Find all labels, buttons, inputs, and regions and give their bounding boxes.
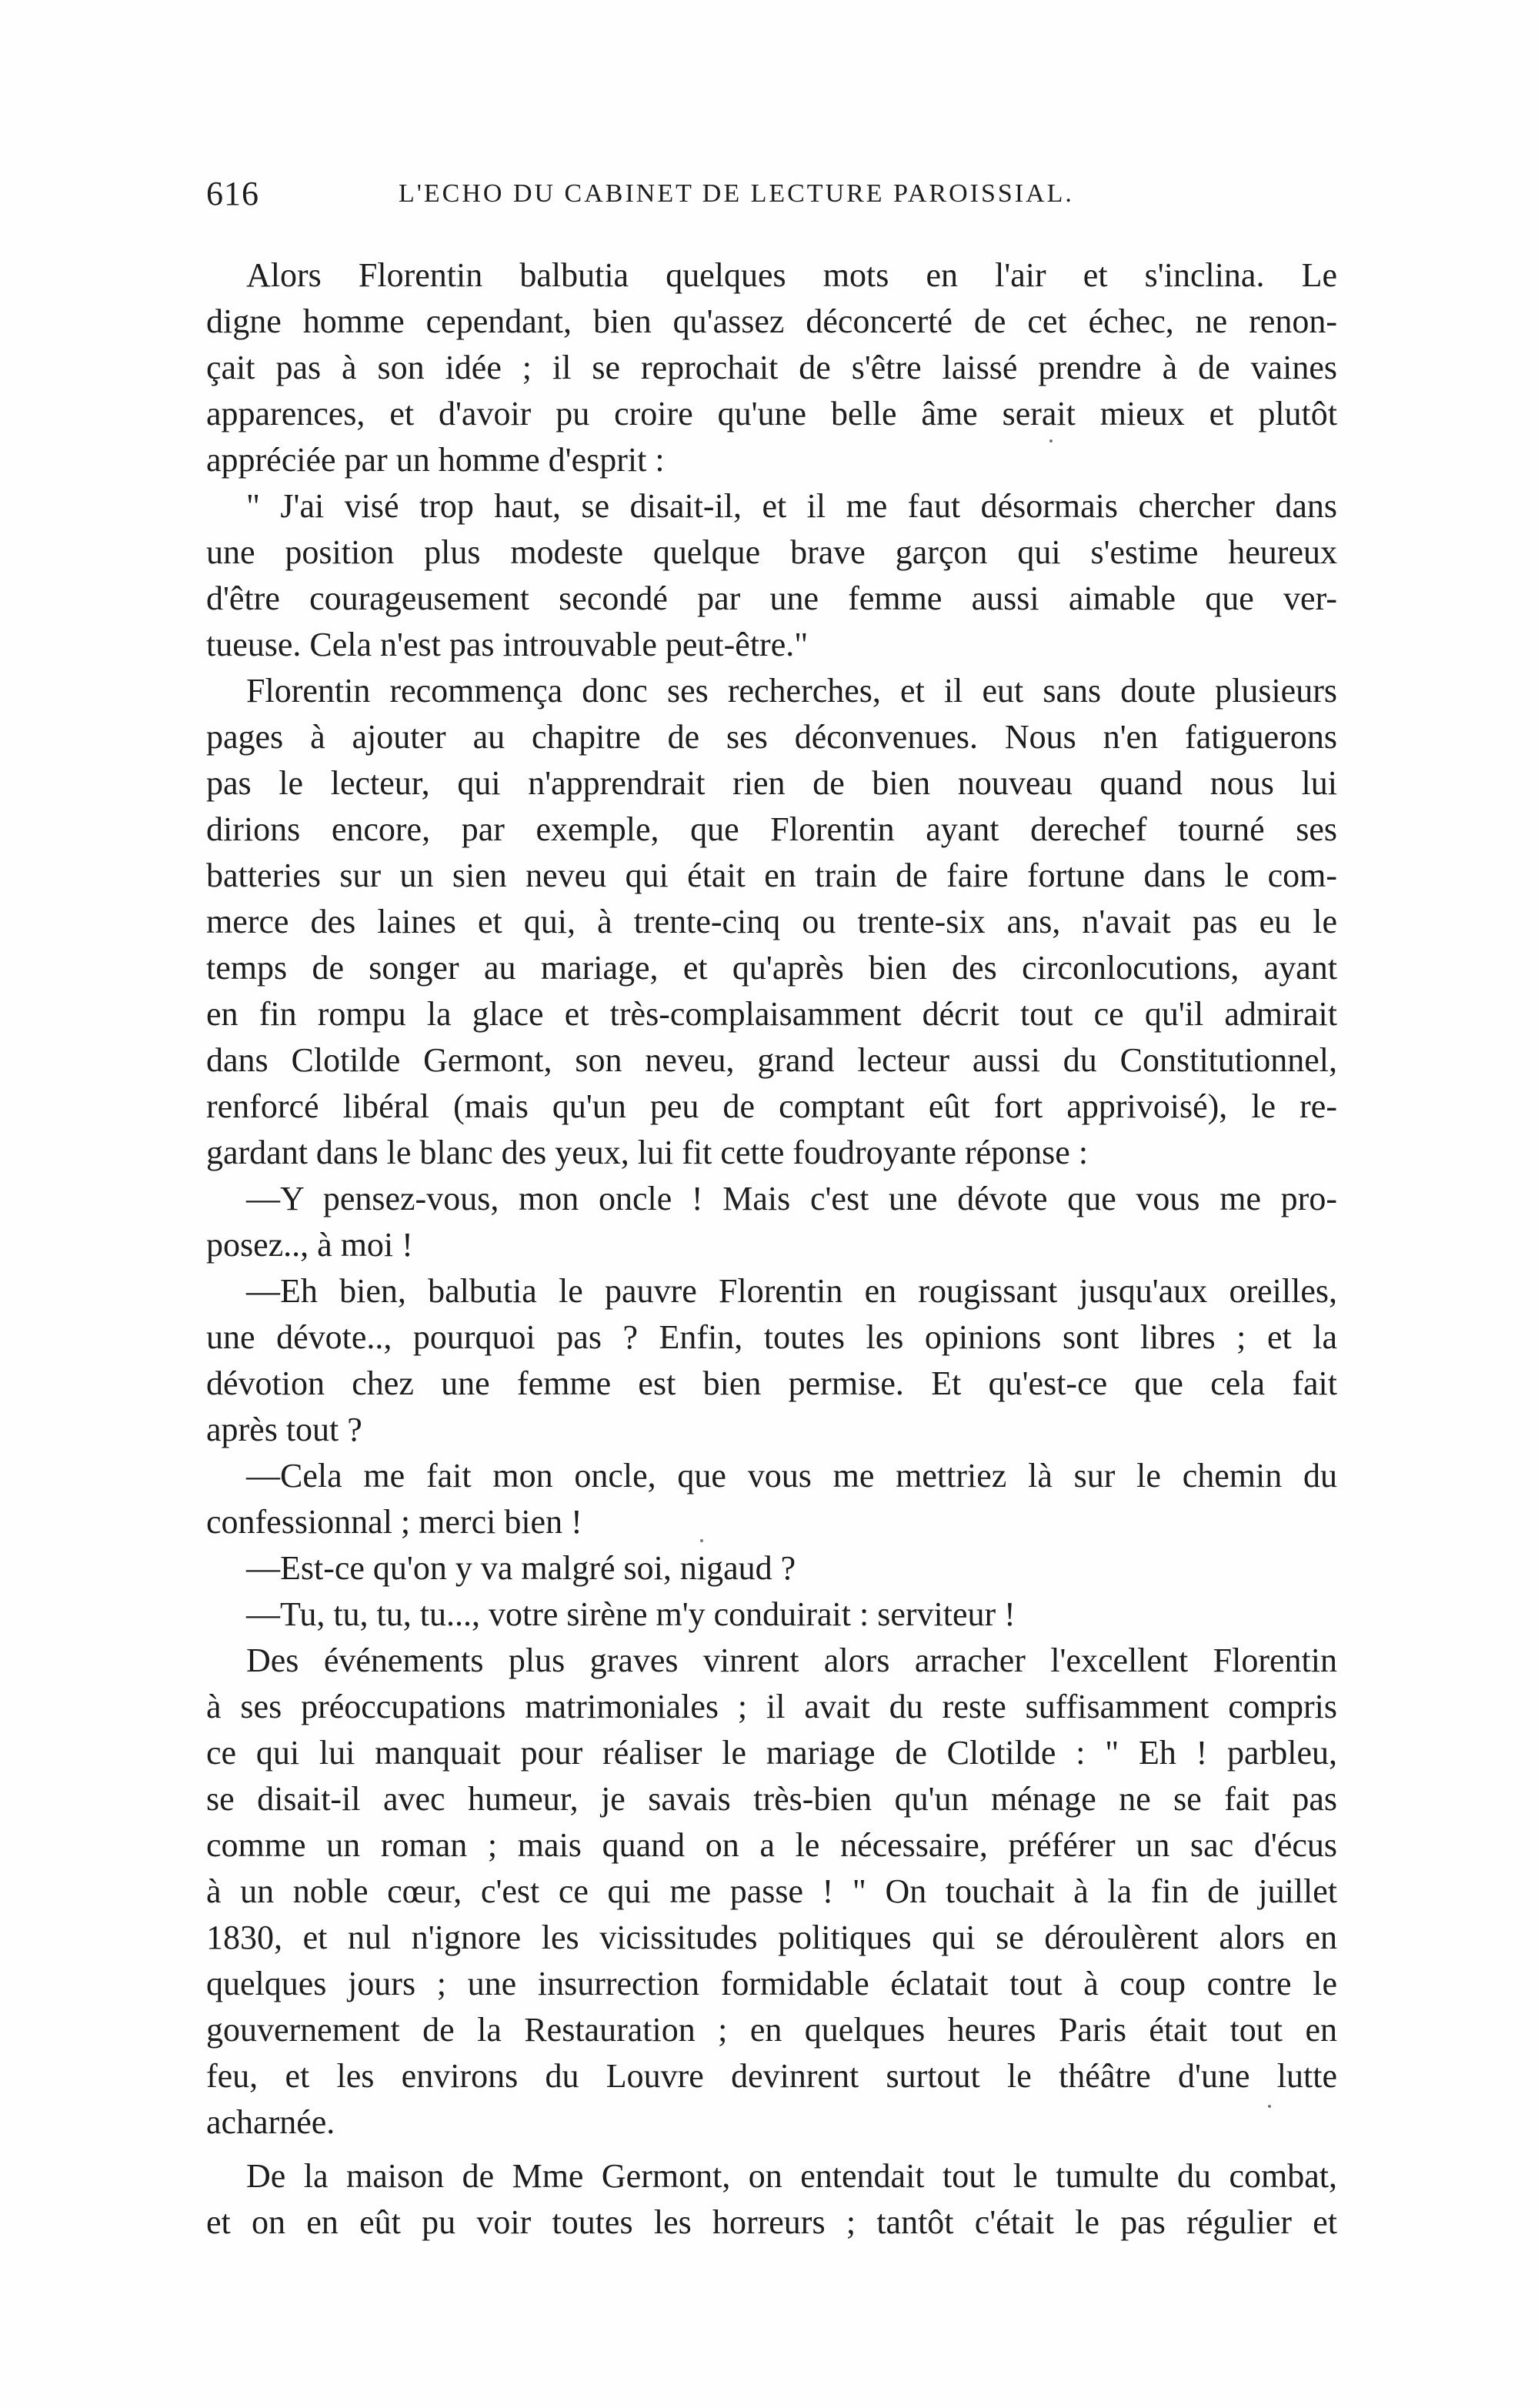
text-line: —Y pensez-vous, mon oncle ! Mais c'est une dévote que vous me pro- xyxy=(246,1180,1337,1217)
text-line: et on en eût pu voir toutes les horreurs ; tantôt c'était le pas régulier et xyxy=(206,2203,1337,2241)
text-line: digne homme cependant, bien qu'assez déconcerté de cet échec, ne renon- xyxy=(206,302,1337,340)
text-line: comme un roman ; mais quand on a le nécessaire, préférer un sac d'écus xyxy=(206,1826,1337,1864)
text-line: —Est-ce qu'on y va malgré soi, nigaud ? xyxy=(246,1549,796,1587)
text-line: feu, et les environs du Louvre devinrent surtout le théâtre d'une lutte xyxy=(206,2057,1337,2095)
page-header xyxy=(206,171,1337,217)
text-line: dévotion chez une femme est bien permise. Et qu'est-ce que cela fait xyxy=(206,1364,1337,1402)
text-line: batteries sur un sien neveu qui était en train de faire fortune dans le com- xyxy=(206,857,1337,894)
text-line: 1830, et nul n'ignore les vicissitudes politiques qui se déroulèrent alors en xyxy=(206,1919,1337,1956)
text-line: çait pas à son idée ; il se reprochait de s'être laissé prendre à de vaines xyxy=(206,349,1337,386)
text-line: pages à ajouter au chapitre de ses déconvenues. Nous n'en fatiguerons xyxy=(206,718,1337,756)
text-line: en fin rompu la glace et très-complaisamment décrit tout ce qu'il admirait xyxy=(206,995,1337,1033)
text-line: posez.., à moi ! xyxy=(206,1226,413,1264)
text-line: gardant dans le blanc des yeux, lui fit cette foudroyante réponse : xyxy=(206,1134,1089,1171)
text-line: renforcé libéral (mais qu'un peu de comptant eût fort apprivoisé), le re- xyxy=(206,1087,1337,1125)
running-title: L'ECHO DU CABINET DE LECTURE PAROISSIAL. xyxy=(399,179,1074,208)
text-line: une position plus modeste quelque brave garçon qui s'estime heureux xyxy=(206,533,1337,571)
text-line: à un noble cœur, c'est ce qui me passe ! " On touchait à la fin de juillet xyxy=(206,1872,1337,1910)
ink-speck xyxy=(700,1539,703,1542)
text-line: Alors Florentin balbutia quelques mots en l'air et s'inclina. Le xyxy=(246,256,1337,294)
text-line: pas le lecteur, qui n'apprendrait rien de bien nouveau quand nous lui xyxy=(206,764,1337,802)
ink-speck xyxy=(1049,439,1053,443)
text-line: " J'ai visé trop haut, se disait-il, et il me faut désormais chercher dans xyxy=(246,487,1337,525)
text-line: dans Clotilde Germont, son neveu, grand lecteur aussi du Constitutionnel, xyxy=(206,1041,1337,1079)
text-line: une dévote.., pourquoi pas ? Enfin, toutes les opinions sont libres ; et la xyxy=(206,1318,1337,1356)
ink-speck xyxy=(1268,2105,1271,2108)
body-text xyxy=(206,254,1337,2286)
text-line: —Tu, tu, tu, tu..., votre sirène m'y conduirait : serviteur ! xyxy=(246,1595,1016,1633)
text-line: merce des laines et qui, à trente-cinq ou trente-six ans, n'avait pas eu le xyxy=(206,903,1337,940)
text-line: —Cela me fait mon oncle, que vous me mettriez là sur le chemin du xyxy=(246,1457,1337,1495)
text-line: gouvernement de la Restauration ; en quelques heures Paris était tout en xyxy=(206,2011,1337,2049)
text-line: Des événements plus graves vinrent alors arracher l'excellent Florentin xyxy=(246,1642,1337,1679)
text-line: après tout ? xyxy=(206,1411,362,1448)
text-line: d'être courageusement secondé par une femme aussi aimable que ver- xyxy=(206,579,1337,617)
text-line: confessionnal ; merci bien ! xyxy=(206,1503,582,1541)
text-line: De la maison de Mme Germont, on entendait tout le tumulte du combat, xyxy=(246,2157,1337,2195)
text-line: temps de songer au mariage, et qu'après bien des circonlocutions, ayant xyxy=(206,949,1337,987)
text-line: se disait-il avec humeur, je savais très-bien qu'un ménage ne se fait pas xyxy=(206,1780,1337,1818)
text-line: quelques jours ; une insurrection formidable éclatait tout à coup contre le xyxy=(206,1965,1337,2002)
text-line: ce qui lui manquait pour réaliser le mariage de Clotilde : " Eh ! parbleu, xyxy=(206,1734,1337,1772)
text-line: —Eh bien, balbutia le pauvre Florentin en rougissant jusqu'aux oreilles, xyxy=(246,1272,1337,1310)
text-line: dirions encore, par exemple, que Florentin ayant derechef tourné ses xyxy=(206,810,1337,848)
text-line: acharnée. xyxy=(206,2103,335,2141)
text-line: apparences, et d'avoir pu croire qu'une belle âme serait mieux et plutôt xyxy=(206,395,1337,433)
page-number: 616 xyxy=(206,175,259,212)
text-line: Florentin recommença donc ses recherches, et il eut sans doute plusieurs xyxy=(246,672,1337,710)
text-line: tueuse. Cela n'est pas introuvable peut-être." xyxy=(206,626,809,663)
text-line: à ses préoccupations matrimoniales ; il avait du reste suffisamment compris xyxy=(206,1688,1337,1725)
text-line: appréciée par un homme d'esprit : xyxy=(206,441,665,479)
